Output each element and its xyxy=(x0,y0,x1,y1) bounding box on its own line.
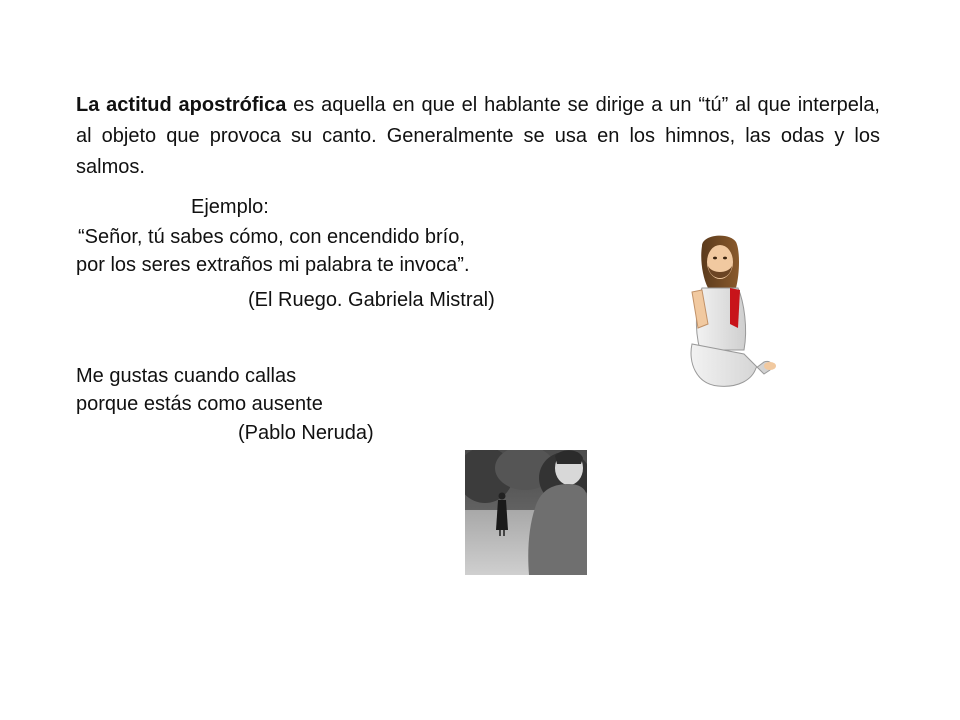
couple-photo-image xyxy=(465,450,587,575)
praying-figure-image xyxy=(678,232,782,392)
example-verse-line-1: “Señor, tú sabes cómo, con encendido brío, xyxy=(78,226,465,248)
definition-paragraph xyxy=(76,90,880,183)
praying-figure-icon xyxy=(678,232,782,392)
example-label: Ejemplo: xyxy=(191,196,269,218)
neruda-citation: (Pablo Neruda) xyxy=(238,422,374,444)
definition-text: es aquella en que el hablante se dirige a un “tú” al que interpela, al objeto que provoca su canto. Generalmente se usa en los himnos, las odas y los salmos. xyxy=(76,94,880,178)
example-citation: (El Ruego. Gabriela Mistral) xyxy=(248,289,495,311)
example-verse-line-2: por los seres extraños mi palabra te invoca”. xyxy=(76,254,470,276)
neruda-verse-line-2: porque estás como ausente xyxy=(76,393,323,415)
definition-term: La actitud apostrófica xyxy=(76,94,287,116)
neruda-verse-line-1: Me gustas cuando callas xyxy=(76,365,297,387)
photo-icon xyxy=(465,450,587,575)
